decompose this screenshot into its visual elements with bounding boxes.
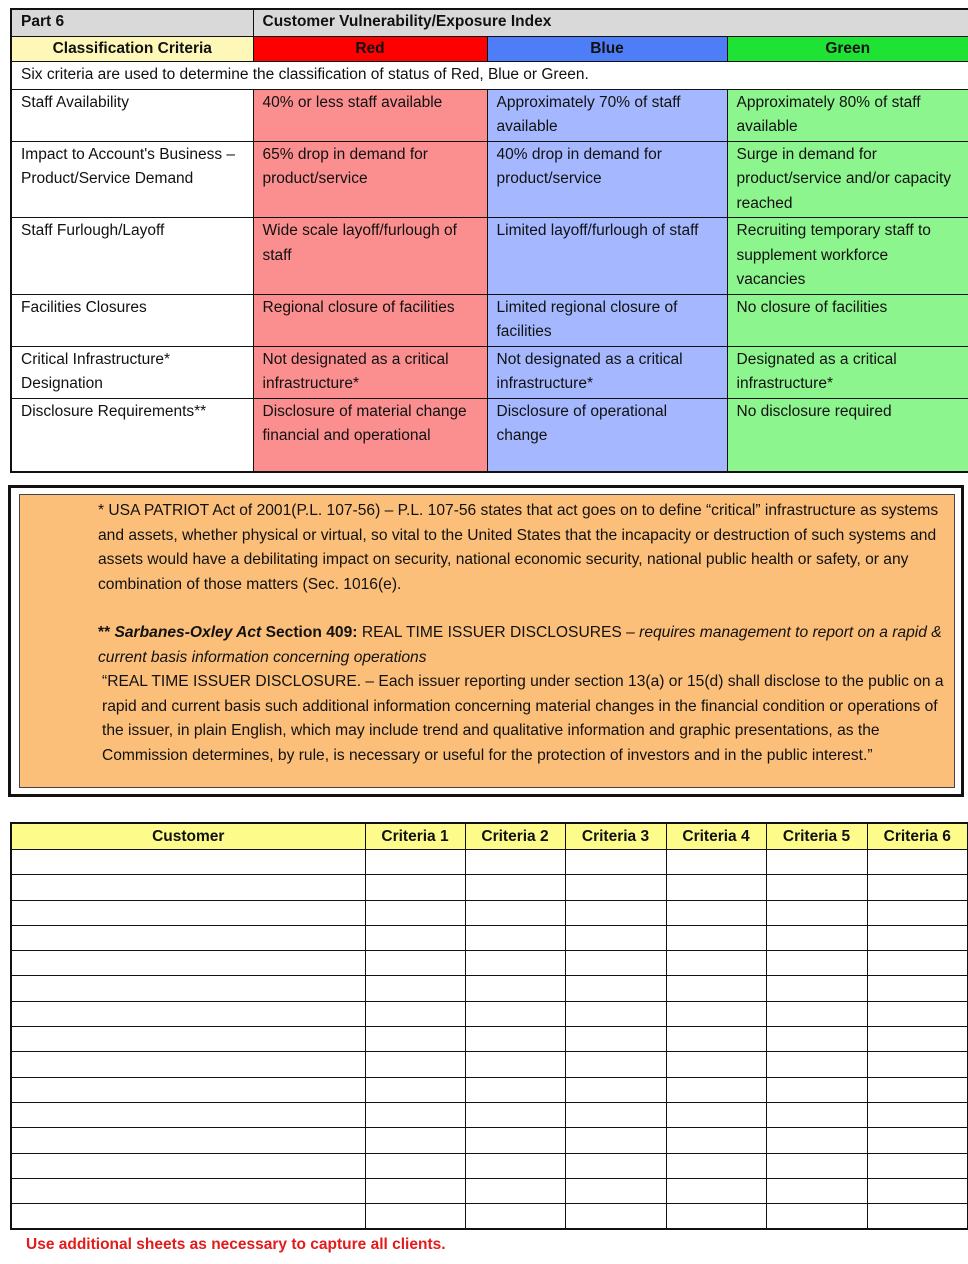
- criterion-label: Staff Furlough/Layoff: [11, 218, 253, 295]
- criteria-cell[interactable]: [867, 1128, 968, 1153]
- table-row: [11, 925, 968, 950]
- criteria-cell[interactable]: [565, 1153, 666, 1178]
- criteria-cell[interactable]: [465, 1204, 565, 1230]
- criteria-cell[interactable]: [565, 1204, 666, 1230]
- criteria-cell[interactable]: [465, 1128, 565, 1153]
- criteria-cell[interactable]: [666, 1178, 766, 1203]
- green-criterion-cell: Approximately 80% of staff available: [727, 89, 968, 141]
- criteria-cell[interactable]: [465, 976, 565, 1001]
- criteria-cell[interactable]: [565, 1027, 666, 1052]
- additional-sheets-note: Use additional sheets as necessary to capture all clients.: [26, 1236, 446, 1253]
- criteria-cell[interactable]: [565, 1052, 666, 1077]
- criteria-cell[interactable]: [766, 1204, 867, 1230]
- criteria-cell[interactable]: [565, 1102, 666, 1127]
- criteria-cell[interactable]: [365, 1102, 465, 1127]
- intro-row: [11, 62, 968, 90]
- criteria-cell[interactable]: [365, 1178, 465, 1203]
- criteria-cell[interactable]: [465, 1102, 565, 1127]
- criteria-cell[interactable]: [365, 1153, 465, 1178]
- criteria-cell[interactable]: [766, 875, 867, 900]
- criteria-4-header: Criteria 4: [666, 823, 766, 850]
- criteria-cell[interactable]: [365, 1052, 465, 1077]
- criteria-row: [11, 398, 968, 472]
- footnote-content: [19, 494, 955, 788]
- customer-cell[interactable]: [11, 875, 365, 900]
- criteria-cell[interactable]: [867, 1153, 968, 1178]
- criteria-3-header: Criteria 3: [565, 823, 666, 850]
- sox-heading: REAL TIME ISSUER DISCLOSURES –: [361, 624, 635, 641]
- criterion-label: Facilities Closures: [11, 294, 253, 346]
- sox-section: Section 409:: [265, 624, 358, 641]
- criteria-cell[interactable]: [565, 1077, 666, 1102]
- criteria-cell[interactable]: [565, 850, 666, 875]
- criteria-cell[interactable]: [766, 1128, 867, 1153]
- criteria-cell[interactable]: [365, 1128, 465, 1153]
- red-criterion-cell: 40% or less staff available: [253, 89, 487, 141]
- index-header-row: [11, 9, 968, 37]
- sox-marker: **: [98, 624, 111, 641]
- criteria-row: [11, 141, 968, 218]
- green-criterion-cell: No disclosure required: [727, 398, 968, 472]
- criteria-cell[interactable]: [766, 925, 867, 950]
- criteria-cell[interactable]: [565, 976, 666, 1001]
- criteria-cell[interactable]: [565, 1128, 666, 1153]
- criteria-cell[interactable]: [465, 951, 565, 976]
- index-title: Customer Vulnerability/Exposure Index: [253, 9, 968, 37]
- criteria-cell[interactable]: [766, 1077, 867, 1102]
- criteria-cell[interactable]: [867, 1102, 968, 1127]
- criteria-cell[interactable]: [766, 1052, 867, 1077]
- customer-cell[interactable]: [11, 850, 365, 875]
- vulnerability-index-table: [10, 8, 968, 473]
- customer-cell[interactable]: [11, 1204, 365, 1230]
- blue-criterion-cell: Limited layoff/furlough of staff: [487, 218, 727, 295]
- criteria-cell[interactable]: [666, 900, 766, 925]
- criteria-row: [11, 89, 968, 141]
- criteria-cell[interactable]: [465, 875, 565, 900]
- criteria-1-header: Criteria 1: [365, 823, 465, 850]
- table-row: [11, 900, 968, 925]
- table-row: [11, 1052, 968, 1077]
- criteria-cell[interactable]: [666, 1077, 766, 1102]
- criteria-cell[interactable]: [766, 1102, 867, 1127]
- criteria-cell[interactable]: [666, 1001, 766, 1026]
- patriot-act-footnote: * USA PATRIOT Act of 2001(P.L. 107-56) – P.L. 107-56 states that act goes on to define “critical” infrastructure as systems and assets, whether physical or virtual, so vital to the United States that the incapacity or destruction of such systems and assets would have a debilitating impact on security, national economic security, national public health or safety, or any combination of those matters (Sec. 1016(e).: [98, 502, 939, 593]
- criterion-label: Disclosure Requirements**: [11, 398, 253, 472]
- criterion-label: Impact to Account's Business – Product/Service Demand: [11, 141, 253, 218]
- criteria-cell[interactable]: [766, 976, 867, 1001]
- criteria-cell[interactable]: [666, 1204, 766, 1230]
- criteria-cell[interactable]: [766, 1178, 867, 1203]
- customer-cell[interactable]: [11, 1178, 365, 1203]
- criteria-cell[interactable]: [465, 1178, 565, 1203]
- blue-criterion-cell: Approximately 70% of staff available: [487, 89, 727, 141]
- green-criterion-cell: No closure of facilities: [727, 294, 968, 346]
- level-green-header: Green: [727, 37, 968, 62]
- customer-cell[interactable]: [11, 1077, 365, 1102]
- red-criterion-cell: Disclosure of material change financial and operational: [253, 398, 487, 472]
- criteria-cell[interactable]: [465, 1052, 565, 1077]
- customer-cell[interactable]: [11, 925, 365, 950]
- criteria-cell[interactable]: [465, 925, 565, 950]
- level-red-header: Red: [253, 37, 487, 62]
- criteria-row: [11, 346, 968, 398]
- criteria-cell[interactable]: [766, 951, 867, 976]
- criteria-row: [11, 218, 968, 295]
- criteria-cell[interactable]: [365, 1077, 465, 1102]
- criteria-cell[interactable]: [867, 925, 968, 950]
- criteria-cell[interactable]: [666, 1052, 766, 1077]
- criteria-cell[interactable]: [465, 1027, 565, 1052]
- criteria-cell[interactable]: [666, 951, 766, 976]
- table-row: [11, 850, 968, 875]
- table-row: [11, 1178, 968, 1203]
- criteria-cell[interactable]: [666, 850, 766, 875]
- red-criterion-cell: 65% drop in demand for product/service: [253, 141, 487, 218]
- sox-requirement: requires management to report on a rapid & current basis information concerning operations: [98, 624, 942, 666]
- level-blue-header: Blue: [487, 37, 727, 62]
- red-criterion-cell: Regional closure of facilities: [253, 294, 487, 346]
- criteria-cell[interactable]: [666, 1128, 766, 1153]
- green-criterion-cell: Surge in demand for product/service and/or capacity reached: [727, 141, 968, 218]
- criteria-cell[interactable]: [465, 1001, 565, 1026]
- table-row: [11, 1128, 968, 1153]
- criteria-cell[interactable]: [365, 850, 465, 875]
- green-criterion-cell: Designated as a critical infrastructure*: [727, 346, 968, 398]
- part-label: Part 6: [11, 9, 253, 37]
- customer-criteria-table: [10, 822, 968, 1230]
- criteria-cell[interactable]: [666, 976, 766, 1001]
- red-criterion-cell: Not designated as a critical infrastructure*: [253, 346, 487, 398]
- criteria-cell[interactable]: [465, 1153, 565, 1178]
- criteria-cell[interactable]: [565, 1178, 666, 1203]
- criteria-cell[interactable]: [565, 925, 666, 950]
- criteria-cell[interactable]: [766, 900, 867, 925]
- criteria-cell[interactable]: [766, 850, 867, 875]
- criteria-cell[interactable]: [465, 850, 565, 875]
- criterion-label: Staff Availability: [11, 89, 253, 141]
- sox-act-name: Sarbanes-Oxley Act: [114, 624, 262, 641]
- criteria-cell[interactable]: [867, 850, 968, 875]
- criteria-cell[interactable]: [666, 875, 766, 900]
- customer-cell[interactable]: [11, 1027, 365, 1052]
- customer-cell[interactable]: [11, 1128, 365, 1153]
- table-row: [11, 1001, 968, 1026]
- criteria-cell[interactable]: [666, 1027, 766, 1052]
- criteria-cell[interactable]: [867, 1001, 968, 1026]
- classification-row: [11, 37, 968, 62]
- blue-criterion-cell: Disclosure of operational change: [487, 398, 727, 472]
- table-row: [11, 875, 968, 900]
- blue-criterion-cell: 40% drop in demand for product/service: [487, 141, 727, 218]
- criteria-cell[interactable]: [565, 875, 666, 900]
- criteria-cell[interactable]: [565, 1001, 666, 1026]
- criteria-cell[interactable]: [867, 1027, 968, 1052]
- criteria-cell[interactable]: [766, 1027, 867, 1052]
- table-row: [11, 1153, 968, 1178]
- table-row: [11, 976, 968, 1001]
- criteria-cell[interactable]: [867, 1178, 968, 1203]
- criteria-cell[interactable]: [867, 976, 968, 1001]
- sox-quote: “REAL TIME ISSUER DISCLOSURE. – Each issuer reporting under section 13(a) or 15(d) shall disclose to the public on a rapid and current basis such additional information concerning material changes in the financial condition or operations of the issuer, in plain English, which may include trend and qualitative information and graphic presentations, as the Commission determines, by rule, is necessary or useful for the protection of investors and in the public interest.”: [102, 673, 944, 764]
- criteria-cell[interactable]: [365, 900, 465, 925]
- criteria-cell[interactable]: [565, 900, 666, 925]
- criteria-cell[interactable]: [867, 1052, 968, 1077]
- criteria-cell[interactable]: [867, 1077, 968, 1102]
- customer-column-header: Customer: [11, 823, 365, 850]
- blue-criterion-cell: Not designated as a critical infrastructure*: [487, 346, 727, 398]
- criteria-cell[interactable]: [465, 900, 565, 925]
- criteria-cell[interactable]: [365, 951, 465, 976]
- sox-footnote: [98, 621, 948, 670]
- customer-table-body: [11, 850, 968, 1230]
- customer-cell[interactable]: [11, 976, 365, 1001]
- footnote-box: [8, 485, 964, 797]
- customer-header-row: [11, 823, 968, 850]
- customer-cell[interactable]: [11, 1001, 365, 1026]
- customer-cell[interactable]: [11, 951, 365, 976]
- criteria-cell[interactable]: [867, 875, 968, 900]
- classification-criteria-label: Classification Criteria: [11, 37, 253, 62]
- green-criterion-cell: Recruiting temporary staff to supplement workforce vacancies: [727, 218, 968, 295]
- criteria-cell[interactable]: [365, 1027, 465, 1052]
- criteria-cell[interactable]: [365, 1001, 465, 1026]
- table-row: [11, 1204, 968, 1230]
- criteria-cell[interactable]: [365, 925, 465, 950]
- criteria-5-header: Criteria 5: [766, 823, 867, 850]
- criteria-cell[interactable]: [365, 1204, 465, 1230]
- criteria-row: [11, 294, 968, 346]
- table-row: [11, 1102, 968, 1127]
- customer-cell[interactable]: [11, 1153, 365, 1178]
- criteria-cell[interactable]: [666, 1102, 766, 1127]
- table-row: [11, 1027, 968, 1052]
- table-row: [11, 951, 968, 976]
- criteria-cell[interactable]: [365, 875, 465, 900]
- red-criterion-cell: Wide scale layoff/furlough of staff: [253, 218, 487, 295]
- criteria-cell[interactable]: [766, 1153, 867, 1178]
- criteria-cell[interactable]: [666, 925, 766, 950]
- blue-criterion-cell: Limited regional closure of facilities: [487, 294, 727, 346]
- criteria-cell[interactable]: [465, 1077, 565, 1102]
- criteria-cell[interactable]: [365, 976, 465, 1001]
- criteria-cell[interactable]: [867, 951, 968, 976]
- customer-cell[interactable]: [11, 900, 365, 925]
- criteria-cell[interactable]: [666, 1153, 766, 1178]
- customer-cell[interactable]: [11, 1052, 365, 1077]
- criteria-2-header: Criteria 2: [465, 823, 565, 850]
- intro-text: Six criteria are used to determine the classification of status of Red, Blue or Green.: [11, 62, 968, 90]
- criteria-cell[interactable]: [766, 1001, 867, 1026]
- criterion-label: Critical Infrastructure* Designation: [11, 346, 253, 398]
- criteria-cell[interactable]: [867, 1204, 968, 1230]
- criteria-6-header: Criteria 6: [867, 823, 968, 850]
- customer-cell[interactable]: [11, 1102, 365, 1127]
- criteria-cell[interactable]: [565, 951, 666, 976]
- table-row: [11, 1077, 968, 1102]
- criteria-cell[interactable]: [867, 900, 968, 925]
